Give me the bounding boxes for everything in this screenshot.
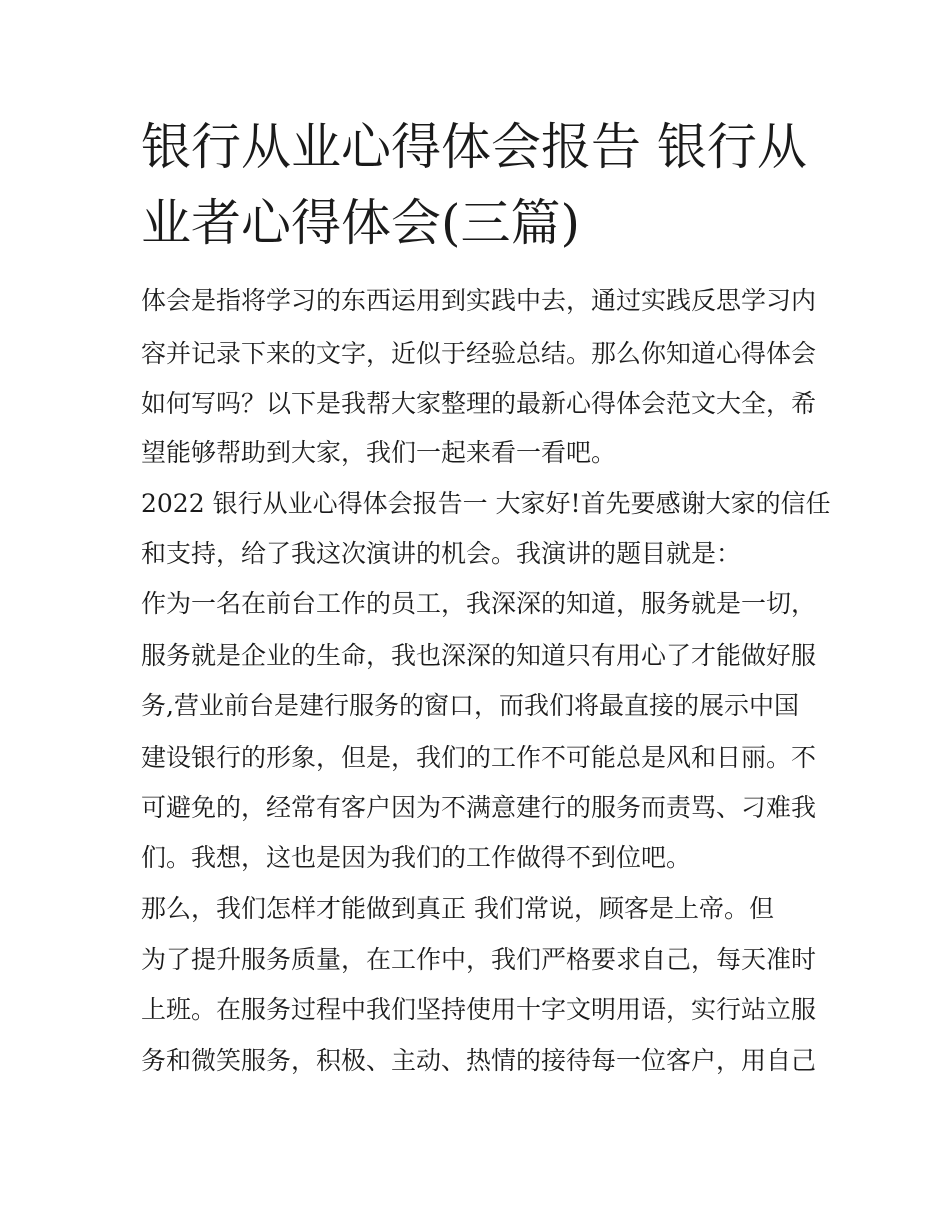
body-line-5: 2022 银行从业心得体会报告一 大家好!首先要感谢大家的信任 [141, 489, 831, 518]
body-line-2: 容并记录下来的文字，近似于经验总结。那么你知道心得体会 [141, 339, 817, 368]
body-line-1: 体会是指将学习的东西运用到实践中去，通过实践反思学习内 [141, 286, 817, 315]
body-line-15: 上班。在服务过程中我们坚持使用十字文明用语，实行站立服 [141, 995, 817, 1024]
body-line-6: 和支持，给了我这次演讲的机会。我演讲的题目就是： [141, 539, 742, 568]
body-line-13: 那么，我们怎样才能做到真正 我们常说，顾客是上帝。但 [141, 894, 774, 923]
body-line-12: 们。我想，这也是因为我们的工作做得不到位吧。 [141, 843, 692, 872]
document-title-line-1: 银行从业心得体会报告 银行从 [141, 118, 807, 176]
body-line-7: 作为一名在前台工作的员工，我深深的知道，服务就是一切， [141, 589, 817, 618]
body-line-11: 可避免的，经常有客户因为不满意建行的服务而责骂、刁难我 [141, 793, 817, 822]
body-line-14: 为了提升服务质量，在工作中，我们严格要求自己，每天准时 [141, 945, 817, 974]
body-line-16: 务和微笑服务，积极、主动、热情的接待每一位客户，用自己 [141, 1046, 817, 1075]
body-line-10: 建设银行的形象，但是，我们的工作不可能总是风和日丽。不 [141, 743, 817, 772]
body-line-3: 如何写吗？以下是我帮大家整理的最新心得体会范文大全，希 [141, 389, 817, 418]
body-line-8: 服务就是企业的生命，我也深深的知道只有用心了才能做好服 [141, 641, 817, 670]
body-line-9: 务,营业前台是建行服务的窗口，而我们将最直接的展示中国 [141, 691, 799, 720]
document-title-line-2: 业者心得体会(三篇) [141, 194, 581, 252]
body-line-4: 望能够帮助到大家，我们一起来看一看吧。 [141, 438, 617, 467]
